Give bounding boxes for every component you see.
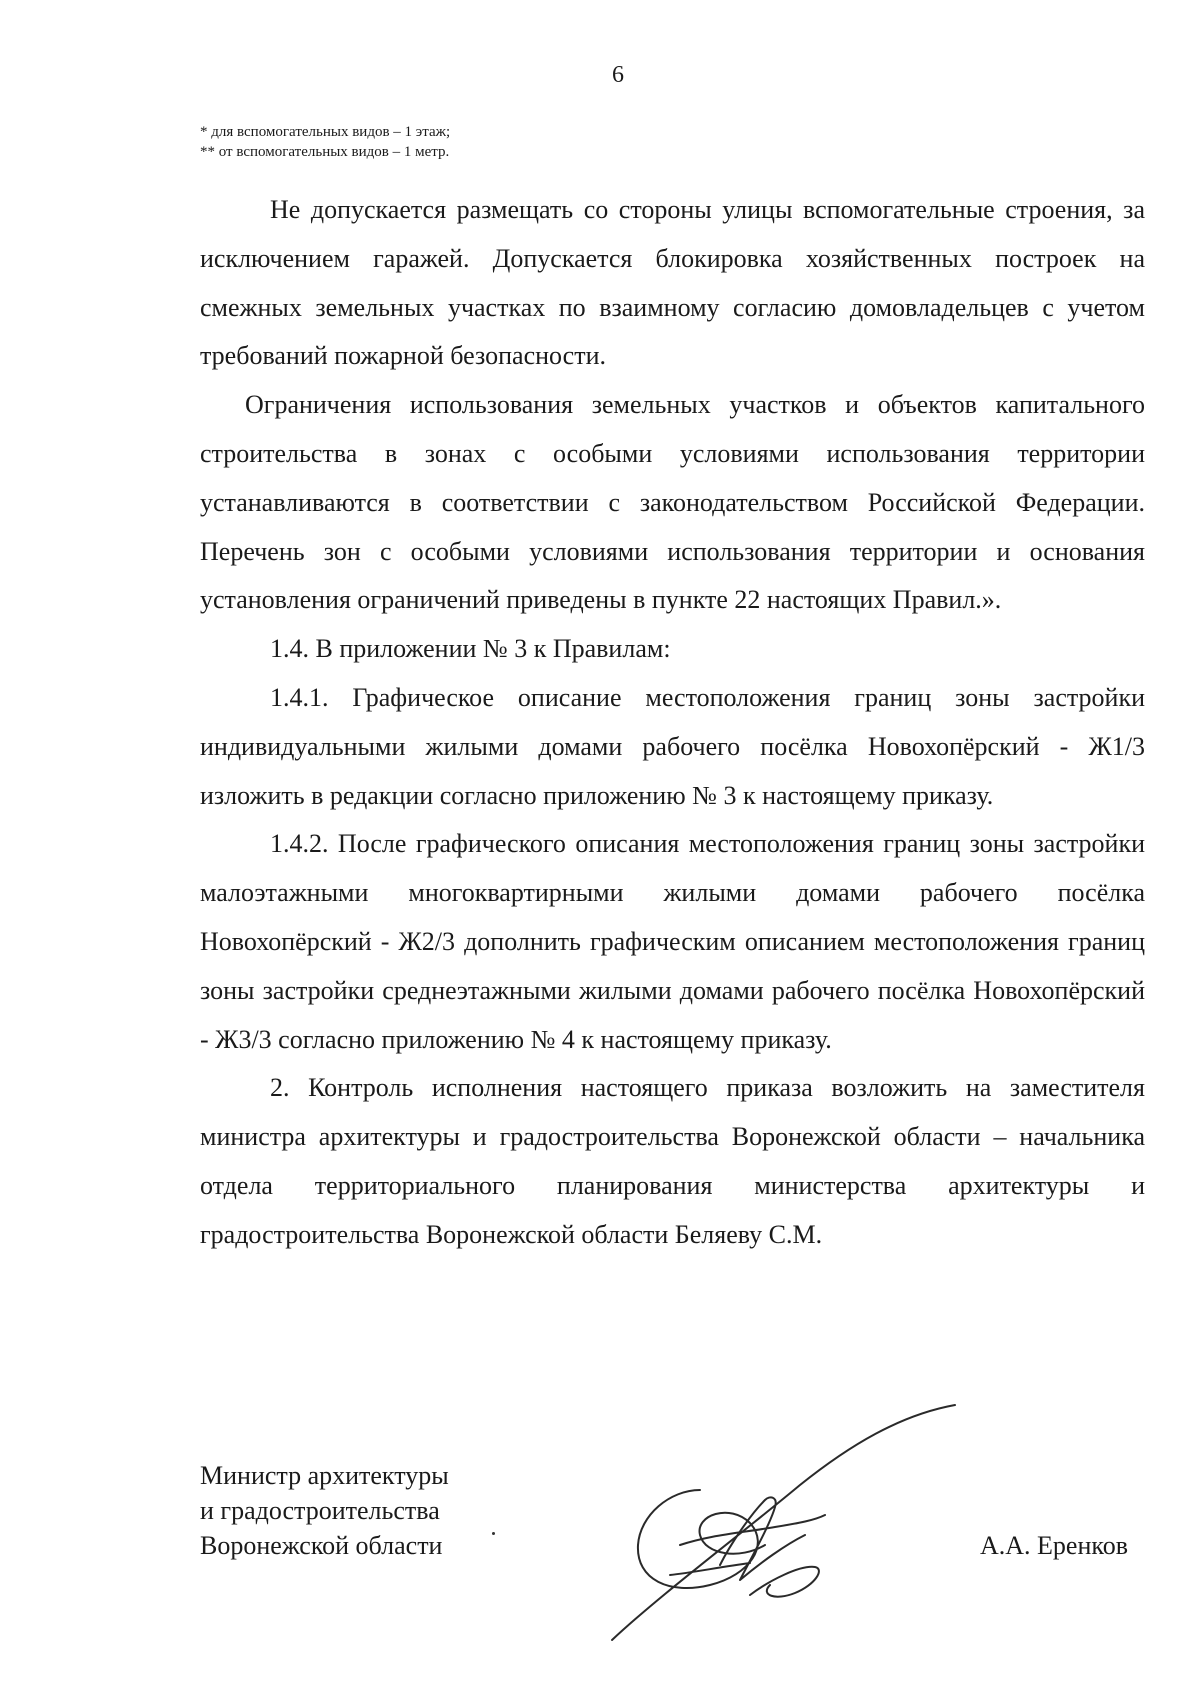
page-number: 6 [612, 62, 624, 88]
document-body [200, 186, 1145, 1260]
paragraph-1-4-2: 1.4.2. После графического описания местоположения границ зоны застройки малоэтажными многоквартирными жилыми домами рабочего посёлка Новохопёрский - Ж2/3 дополнить графическим описанием местоположения границ зоны застройки среднеэтажными жилыми домами рабочего посёлка Новохопёрский - Ж3/3 согласно приложению № 4 к настоящему приказу. [200, 829, 1145, 1054]
signer-name: А.А. Еренков [980, 1531, 1128, 1560]
signer-title-line: Министр архитектуры [200, 1461, 449, 1490]
handwritten-signature [600, 1395, 980, 1645]
signer-title-line: и градостроительства [200, 1496, 440, 1525]
footnotes [200, 122, 450, 162]
footnote-distance: ** от вспомогательных видов – 1 метр. [200, 144, 450, 160]
paragraph-2-control: 2. Контроль исполнения настоящего приказа возложить на заместителя министра архитектуры и градостроительства Воронежской области – начальника отдела территориального планирования министерства архитектуры и градостроительства Воронежской области Беляеву С.М. [200, 1073, 1145, 1249]
paragraph-auxiliary-buildings: Не допускается размещать со стороны улицы вспомогательные строения, за исключением гаражей. Допускается блокировка хозяйственных построек на смежных земельных участках по взаимному согласию домовладельцев с учетом требований пожарной безопасности. [200, 195, 1145, 371]
paragraph-restrictions: Ограничения использования земельных участков и объектов капитального строительства в зонах с особыми условиями использования территории устанавливаются в соответствии с законодательством Российской Федерации. Перечень зон с особыми условиями использования территории и основания установления ограничений приведены в пункте 22 настоящих Правил.». [200, 390, 1145, 615]
signer-title-line: Воронежской области [200, 1531, 443, 1560]
footnote-floors: * для вспомогательных видов – 1 этаж; [200, 124, 451, 140]
stray-mark [492, 1532, 495, 1535]
paragraph-1-4-1: 1.4.1. Графическое описание местоположения границ зоны застройки индивидуальными жилыми домами рабочего посёлка Новохопёрский - Ж1/3 изложить в редакции согласно приложению № 3 к настоящему приказу. [200, 682, 1145, 810]
paragraph-1-4: 1.4. В приложении № 3 к Правилам: [270, 634, 671, 664]
signer-title [200, 1458, 449, 1563]
